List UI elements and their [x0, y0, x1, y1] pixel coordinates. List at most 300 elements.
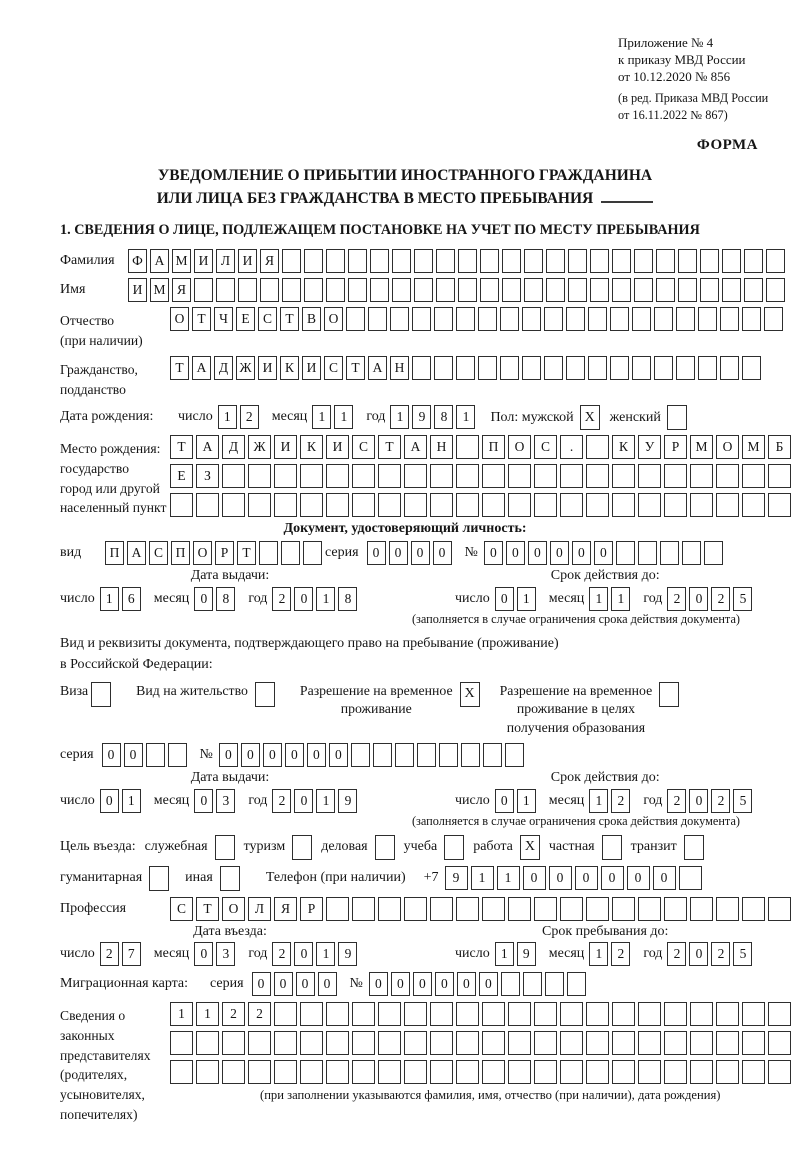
form-cell[interactable] — [508, 1002, 531, 1026]
form-cell[interactable] — [168, 743, 187, 767]
form-cell[interactable] — [742, 1060, 765, 1084]
form-cell[interactable] — [638, 1002, 661, 1026]
form-cell[interactable] — [522, 307, 541, 331]
form-cell[interactable] — [260, 278, 279, 302]
form-cell[interactable]: 0 — [100, 789, 119, 813]
form-cell[interactable]: Л — [248, 897, 271, 921]
form-cell[interactable]: Ч — [214, 307, 233, 331]
form-cell[interactable] — [632, 356, 651, 380]
form-cell[interactable] — [500, 307, 519, 331]
form-cell[interactable]: 9 — [445, 866, 468, 890]
form-cell[interactable] — [326, 278, 345, 302]
form-cell[interactable] — [700, 278, 719, 302]
form-cell[interactable]: Ж — [236, 356, 255, 380]
form-cell[interactable] — [326, 1060, 349, 1084]
form-cell[interactable]: 0 — [263, 743, 282, 767]
form-cell[interactable]: 0 — [102, 743, 121, 767]
form-cell[interactable] — [352, 1060, 375, 1084]
form-cell[interactable] — [352, 1031, 375, 1055]
form-cell[interactable]: М — [690, 435, 713, 459]
form-cell[interactable]: И — [194, 249, 213, 273]
form-cell[interactable]: 9 — [338, 789, 357, 813]
form-cell[interactable]: 1 — [100, 587, 119, 611]
form-cell[interactable] — [430, 1031, 453, 1055]
form-cell[interactable]: П — [482, 435, 505, 459]
form-cell[interactable]: Я — [260, 249, 279, 273]
form-cell[interactable] — [404, 1002, 427, 1026]
form-cell[interactable] — [632, 307, 651, 331]
form-cell[interactable]: 1 — [170, 1002, 193, 1026]
form-cell[interactable]: 6 — [122, 587, 141, 611]
form-cell[interactable]: 0 — [411, 541, 430, 565]
form-cell[interactable] — [679, 866, 702, 890]
form-cell[interactable]: Т — [346, 356, 365, 380]
form-cell[interactable] — [660, 541, 679, 565]
form-cell[interactable] — [434, 356, 453, 380]
form-cell[interactable]: Т — [378, 435, 401, 459]
form-cell[interactable] — [146, 743, 165, 767]
form-cell[interactable] — [304, 278, 323, 302]
form-cell[interactable]: О — [222, 897, 245, 921]
form-cell[interactable]: К — [280, 356, 299, 380]
form-cell[interactable] — [656, 249, 675, 273]
form-cell[interactable]: Л — [216, 249, 235, 273]
form-cell[interactable]: 2 — [272, 789, 291, 813]
form-cell[interactable]: 1 — [334, 405, 353, 429]
form-cell[interactable]: А — [196, 435, 219, 459]
form-cell[interactable]: 0 — [413, 972, 432, 996]
form-cell[interactable] — [480, 249, 499, 273]
form-cell[interactable]: В — [302, 307, 321, 331]
form-cell[interactable] — [222, 493, 245, 517]
form-cell[interactable] — [430, 897, 453, 921]
form-cell[interactable] — [586, 1060, 609, 1084]
form-cell[interactable] — [676, 307, 695, 331]
form-cell[interactable] — [534, 1002, 557, 1026]
form-cell[interactable] — [326, 1031, 349, 1055]
form-cell[interactable]: 0 — [285, 743, 304, 767]
form-cell[interactable] — [545, 972, 564, 996]
form-cell[interactable] — [346, 307, 365, 331]
form-cell[interactable] — [720, 356, 739, 380]
form-cell[interactable] — [456, 1060, 479, 1084]
form-cell[interactable] — [742, 897, 765, 921]
form-cell[interactable] — [704, 541, 723, 565]
form-cell[interactable] — [523, 972, 542, 996]
form-cell[interactable]: 1 — [589, 942, 608, 966]
form-cell[interactable] — [194, 278, 213, 302]
form-cell[interactable] — [456, 356, 475, 380]
form-cell[interactable] — [274, 464, 297, 488]
form-cell[interactable]: 0 — [391, 972, 410, 996]
form-cell[interactable] — [546, 249, 565, 273]
form-cell[interactable] — [508, 1031, 531, 1055]
form-cell[interactable] — [698, 307, 717, 331]
form-cell[interactable]: 0 — [575, 866, 598, 890]
form-cell[interactable] — [274, 1031, 297, 1055]
form-cell[interactable] — [196, 1060, 219, 1084]
form-cell[interactable] — [534, 1031, 557, 1055]
form-cell[interactable] — [456, 464, 479, 488]
form-cell[interactable] — [478, 307, 497, 331]
purpose-other-checkbox[interactable] — [220, 866, 240, 891]
form-cell[interactable] — [560, 493, 583, 517]
form-cell[interactable] — [414, 278, 433, 302]
form-cell[interactable] — [768, 493, 791, 517]
form-cell[interactable]: 0 — [689, 942, 708, 966]
form-cell[interactable] — [560, 1060, 583, 1084]
form-cell[interactable] — [766, 249, 785, 273]
form-cell[interactable]: 1 — [495, 942, 514, 966]
form-cell[interactable] — [456, 1031, 479, 1055]
form-cell[interactable]: Д — [222, 435, 245, 459]
form-cell[interactable] — [544, 307, 563, 331]
form-cell[interactable]: Т — [170, 435, 193, 459]
form-cell[interactable] — [300, 1002, 323, 1026]
form-cell[interactable] — [690, 493, 713, 517]
form-cell[interactable] — [768, 464, 791, 488]
form-cell[interactable]: 0 — [495, 587, 514, 611]
form-cell[interactable] — [720, 307, 739, 331]
form-cell[interactable]: О — [193, 541, 212, 565]
form-cell[interactable]: 1 — [517, 587, 536, 611]
form-cell[interactable] — [326, 1002, 349, 1026]
form-cell[interactable] — [638, 493, 661, 517]
form-cell[interactable]: 1 — [589, 789, 608, 813]
form-cell[interactable] — [456, 1002, 479, 1026]
form-cell[interactable]: 1 — [497, 866, 520, 890]
form-cell[interactable]: 0 — [506, 541, 525, 565]
form-cell[interactable]: 8 — [434, 405, 453, 429]
form-cell[interactable]: 0 — [523, 866, 546, 890]
form-cell[interactable]: 5 — [733, 789, 752, 813]
form-cell[interactable] — [170, 1060, 193, 1084]
form-cell[interactable]: 2 — [711, 942, 730, 966]
form-cell[interactable] — [586, 493, 609, 517]
form-cell[interactable] — [766, 278, 785, 302]
form-cell[interactable] — [395, 743, 414, 767]
form-cell[interactable]: С — [352, 435, 375, 459]
form-cell[interactable] — [742, 1031, 765, 1055]
form-cell[interactable] — [616, 541, 635, 565]
form-cell[interactable]: 2 — [100, 942, 119, 966]
form-cell[interactable] — [546, 278, 565, 302]
sex-female-checkbox[interactable] — [667, 405, 687, 430]
form-cell[interactable] — [586, 1002, 609, 1026]
form-cell[interactable] — [378, 897, 401, 921]
form-cell[interactable] — [352, 1002, 375, 1026]
form-cell[interactable]: 1 — [471, 866, 494, 890]
form-cell[interactable]: С — [324, 356, 343, 380]
form-cell[interactable] — [638, 541, 657, 565]
form-cell[interactable]: 0 — [294, 789, 313, 813]
purpose-transit-checkbox[interactable] — [684, 835, 704, 860]
form-cell[interactable] — [430, 464, 453, 488]
form-cell[interactable] — [742, 356, 761, 380]
form-cell[interactable]: А — [127, 541, 146, 565]
form-cell[interactable] — [458, 278, 477, 302]
form-cell[interactable] — [274, 1002, 297, 1026]
form-cell[interactable]: 0 — [550, 541, 569, 565]
form-cell[interactable] — [222, 1031, 245, 1055]
form-cell[interactable]: 0 — [495, 789, 514, 813]
form-cell[interactable] — [222, 1060, 245, 1084]
form-cell[interactable] — [610, 356, 629, 380]
form-cell[interactable] — [482, 1060, 505, 1084]
form-cell[interactable] — [508, 493, 531, 517]
form-cell[interactable]: 2 — [272, 587, 291, 611]
form-cell[interactable]: 0 — [479, 972, 498, 996]
form-cell[interactable] — [544, 356, 563, 380]
form-cell[interactable]: 0 — [194, 789, 213, 813]
form-cell[interactable] — [483, 743, 502, 767]
form-cell[interactable]: К — [300, 435, 323, 459]
form-cell[interactable] — [390, 307, 409, 331]
form-cell[interactable] — [560, 1031, 583, 1055]
form-cell[interactable]: С — [534, 435, 557, 459]
form-cell[interactable] — [682, 541, 701, 565]
form-cell[interactable]: Т — [170, 356, 189, 380]
form-cell[interactable]: С — [258, 307, 277, 331]
form-cell[interactable] — [373, 743, 392, 767]
form-cell[interactable] — [259, 541, 278, 565]
form-cell[interactable]: 0 — [307, 743, 326, 767]
form-cell[interactable]: 0 — [435, 972, 454, 996]
temp-residence-checkbox[interactable]: X — [460, 682, 480, 707]
form-cell[interactable] — [414, 249, 433, 273]
form-cell[interactable] — [716, 1060, 739, 1084]
form-cell[interactable] — [716, 1031, 739, 1055]
form-cell[interactable] — [478, 356, 497, 380]
form-cell[interactable] — [690, 1002, 713, 1026]
form-cell[interactable] — [430, 1060, 453, 1084]
form-cell[interactable] — [638, 1031, 661, 1055]
form-cell[interactable] — [534, 1060, 557, 1084]
form-cell[interactable] — [326, 464, 349, 488]
form-cell[interactable] — [482, 493, 505, 517]
form-cell[interactable]: 0 — [367, 541, 386, 565]
purpose-study-checkbox[interactable] — [444, 835, 464, 860]
form-cell[interactable] — [378, 493, 401, 517]
form-cell[interactable] — [742, 464, 765, 488]
form-cell[interactable]: 0 — [689, 587, 708, 611]
form-cell[interactable] — [612, 493, 635, 517]
form-cell[interactable]: 1 — [517, 789, 536, 813]
form-cell[interactable]: П — [171, 541, 190, 565]
form-cell[interactable] — [568, 249, 587, 273]
form-cell[interactable] — [216, 278, 235, 302]
form-cell[interactable] — [300, 1031, 323, 1055]
purpose-work-checkbox[interactable]: X — [520, 835, 540, 860]
form-cell[interactable]: 3 — [216, 789, 235, 813]
form-cell[interactable] — [300, 493, 323, 517]
form-cell[interactable] — [303, 541, 322, 565]
form-cell[interactable]: 0 — [369, 972, 388, 996]
form-cell[interactable] — [482, 1002, 505, 1026]
form-cell[interactable] — [404, 897, 427, 921]
form-cell[interactable] — [439, 743, 458, 767]
form-cell[interactable] — [326, 897, 349, 921]
form-cell[interactable]: Д — [214, 356, 233, 380]
purpose-humanitarian-checkbox[interactable] — [149, 866, 169, 891]
form-cell[interactable] — [722, 278, 741, 302]
form-cell[interactable]: Е — [236, 307, 255, 331]
form-cell[interactable] — [586, 435, 609, 459]
purpose-official-checkbox[interactable] — [215, 835, 235, 860]
form-cell[interactable] — [612, 1060, 635, 1084]
form-cell[interactable]: О — [716, 435, 739, 459]
form-cell[interactable] — [524, 249, 543, 273]
form-cell[interactable]: С — [149, 541, 168, 565]
form-cell[interactable] — [368, 307, 387, 331]
form-cell[interactable] — [590, 278, 609, 302]
form-cell[interactable] — [404, 1060, 427, 1084]
form-cell[interactable] — [482, 1031, 505, 1055]
form-cell[interactable]: Т — [280, 307, 299, 331]
form-cell[interactable]: О — [170, 307, 189, 331]
form-cell[interactable] — [417, 743, 436, 767]
form-cell[interactable] — [768, 897, 791, 921]
form-cell[interactable] — [412, 307, 431, 331]
form-cell[interactable] — [480, 278, 499, 302]
form-cell[interactable] — [612, 278, 631, 302]
form-cell[interactable] — [588, 356, 607, 380]
form-cell[interactable]: 3 — [216, 942, 235, 966]
form-cell[interactable]: 0 — [329, 743, 348, 767]
form-cell[interactable] — [588, 307, 607, 331]
form-cell[interactable]: А — [150, 249, 169, 273]
purpose-tourism-checkbox[interactable] — [292, 835, 312, 860]
form-cell[interactable]: 5 — [733, 942, 752, 966]
form-cell[interactable] — [352, 464, 375, 488]
form-cell[interactable]: 1 — [390, 405, 409, 429]
form-cell[interactable]: 1 — [196, 1002, 219, 1026]
form-cell[interactable] — [612, 249, 631, 273]
form-cell[interactable]: 0 — [433, 541, 452, 565]
form-cell[interactable] — [678, 278, 697, 302]
form-cell[interactable]: 1 — [218, 405, 237, 429]
form-cell[interactable] — [378, 1060, 401, 1084]
form-cell[interactable]: 0 — [274, 972, 293, 996]
form-cell[interactable] — [768, 1060, 791, 1084]
form-cell[interactable] — [300, 1060, 323, 1084]
form-cell[interactable]: М — [742, 435, 765, 459]
form-cell[interactable]: 0 — [389, 541, 408, 565]
form-cell[interactable]: . — [560, 435, 583, 459]
form-cell[interactable] — [502, 249, 521, 273]
form-cell[interactable] — [654, 307, 673, 331]
form-cell[interactable] — [238, 278, 257, 302]
form-cell[interactable]: И — [274, 435, 297, 459]
form-cell[interactable] — [638, 897, 661, 921]
form-cell[interactable] — [248, 464, 271, 488]
form-cell[interactable]: 2 — [711, 789, 730, 813]
form-cell[interactable] — [304, 249, 323, 273]
purpose-business-checkbox[interactable] — [375, 835, 395, 860]
form-cell[interactable] — [196, 493, 219, 517]
visa-checkbox[interactable] — [91, 682, 111, 707]
form-cell[interactable]: Н — [390, 356, 409, 380]
form-cell[interactable]: Б — [768, 435, 791, 459]
residence-permit-checkbox[interactable] — [255, 682, 275, 707]
form-cell[interactable] — [456, 435, 479, 459]
form-cell[interactable]: У — [638, 435, 661, 459]
form-cell[interactable]: 0 — [296, 972, 315, 996]
form-cell[interactable]: 0 — [484, 541, 503, 565]
form-cell[interactable] — [722, 249, 741, 273]
form-cell[interactable] — [456, 493, 479, 517]
form-cell[interactable]: Н — [430, 435, 453, 459]
form-cell[interactable] — [248, 493, 271, 517]
form-cell[interactable]: М — [172, 249, 191, 273]
form-cell[interactable]: 0 — [318, 972, 337, 996]
form-cell[interactable]: 0 — [294, 587, 313, 611]
form-cell[interactable]: 0 — [627, 866, 650, 890]
form-cell[interactable] — [700, 249, 719, 273]
form-cell[interactable] — [458, 249, 477, 273]
form-cell[interactable] — [282, 249, 301, 273]
form-cell[interactable]: 1 — [122, 789, 141, 813]
form-cell[interactable]: 0 — [241, 743, 260, 767]
form-cell[interactable] — [434, 307, 453, 331]
form-cell[interactable]: 1 — [589, 587, 608, 611]
form-cell[interactable] — [612, 897, 635, 921]
form-cell[interactable] — [508, 1060, 531, 1084]
form-cell[interactable] — [508, 897, 531, 921]
form-cell[interactable] — [404, 1031, 427, 1055]
form-cell[interactable] — [690, 464, 713, 488]
form-cell[interactable] — [436, 249, 455, 273]
form-cell[interactable] — [404, 493, 427, 517]
form-cell[interactable]: 9 — [338, 942, 357, 966]
form-cell[interactable] — [522, 356, 541, 380]
form-cell[interactable]: 1 — [316, 587, 335, 611]
form-cell[interactable]: К — [612, 435, 635, 459]
form-cell[interactable] — [500, 356, 519, 380]
form-cell[interactable] — [716, 897, 739, 921]
form-cell[interactable] — [612, 1031, 635, 1055]
form-cell[interactable]: И — [326, 435, 349, 459]
form-cell[interactable] — [664, 464, 687, 488]
form-cell[interactable] — [281, 541, 300, 565]
form-cell[interactable] — [392, 249, 411, 273]
form-cell[interactable]: А — [192, 356, 211, 380]
form-cell[interactable] — [560, 897, 583, 921]
form-cell[interactable] — [664, 1060, 687, 1084]
form-cell[interactable] — [638, 1060, 661, 1084]
form-cell[interactable]: И — [258, 356, 277, 380]
form-cell[interactable] — [716, 493, 739, 517]
sex-male-checkbox[interactable]: X — [580, 405, 600, 430]
form-cell[interactable] — [352, 897, 375, 921]
form-cell[interactable] — [634, 278, 653, 302]
form-cell[interactable] — [586, 897, 609, 921]
form-cell[interactable] — [351, 743, 370, 767]
form-cell[interactable] — [282, 278, 301, 302]
form-cell[interactable]: 0 — [653, 866, 676, 890]
form-cell[interactable]: 2 — [667, 789, 686, 813]
form-cell[interactable] — [654, 356, 673, 380]
form-cell[interactable] — [456, 897, 479, 921]
form-cell[interactable] — [412, 356, 431, 380]
form-cell[interactable] — [716, 464, 739, 488]
form-cell[interactable] — [664, 1031, 687, 1055]
form-cell[interactable] — [568, 278, 587, 302]
form-cell[interactable] — [560, 464, 583, 488]
form-cell[interactable] — [348, 278, 367, 302]
form-cell[interactable]: Ф — [128, 249, 147, 273]
form-cell[interactable] — [274, 1060, 297, 1084]
